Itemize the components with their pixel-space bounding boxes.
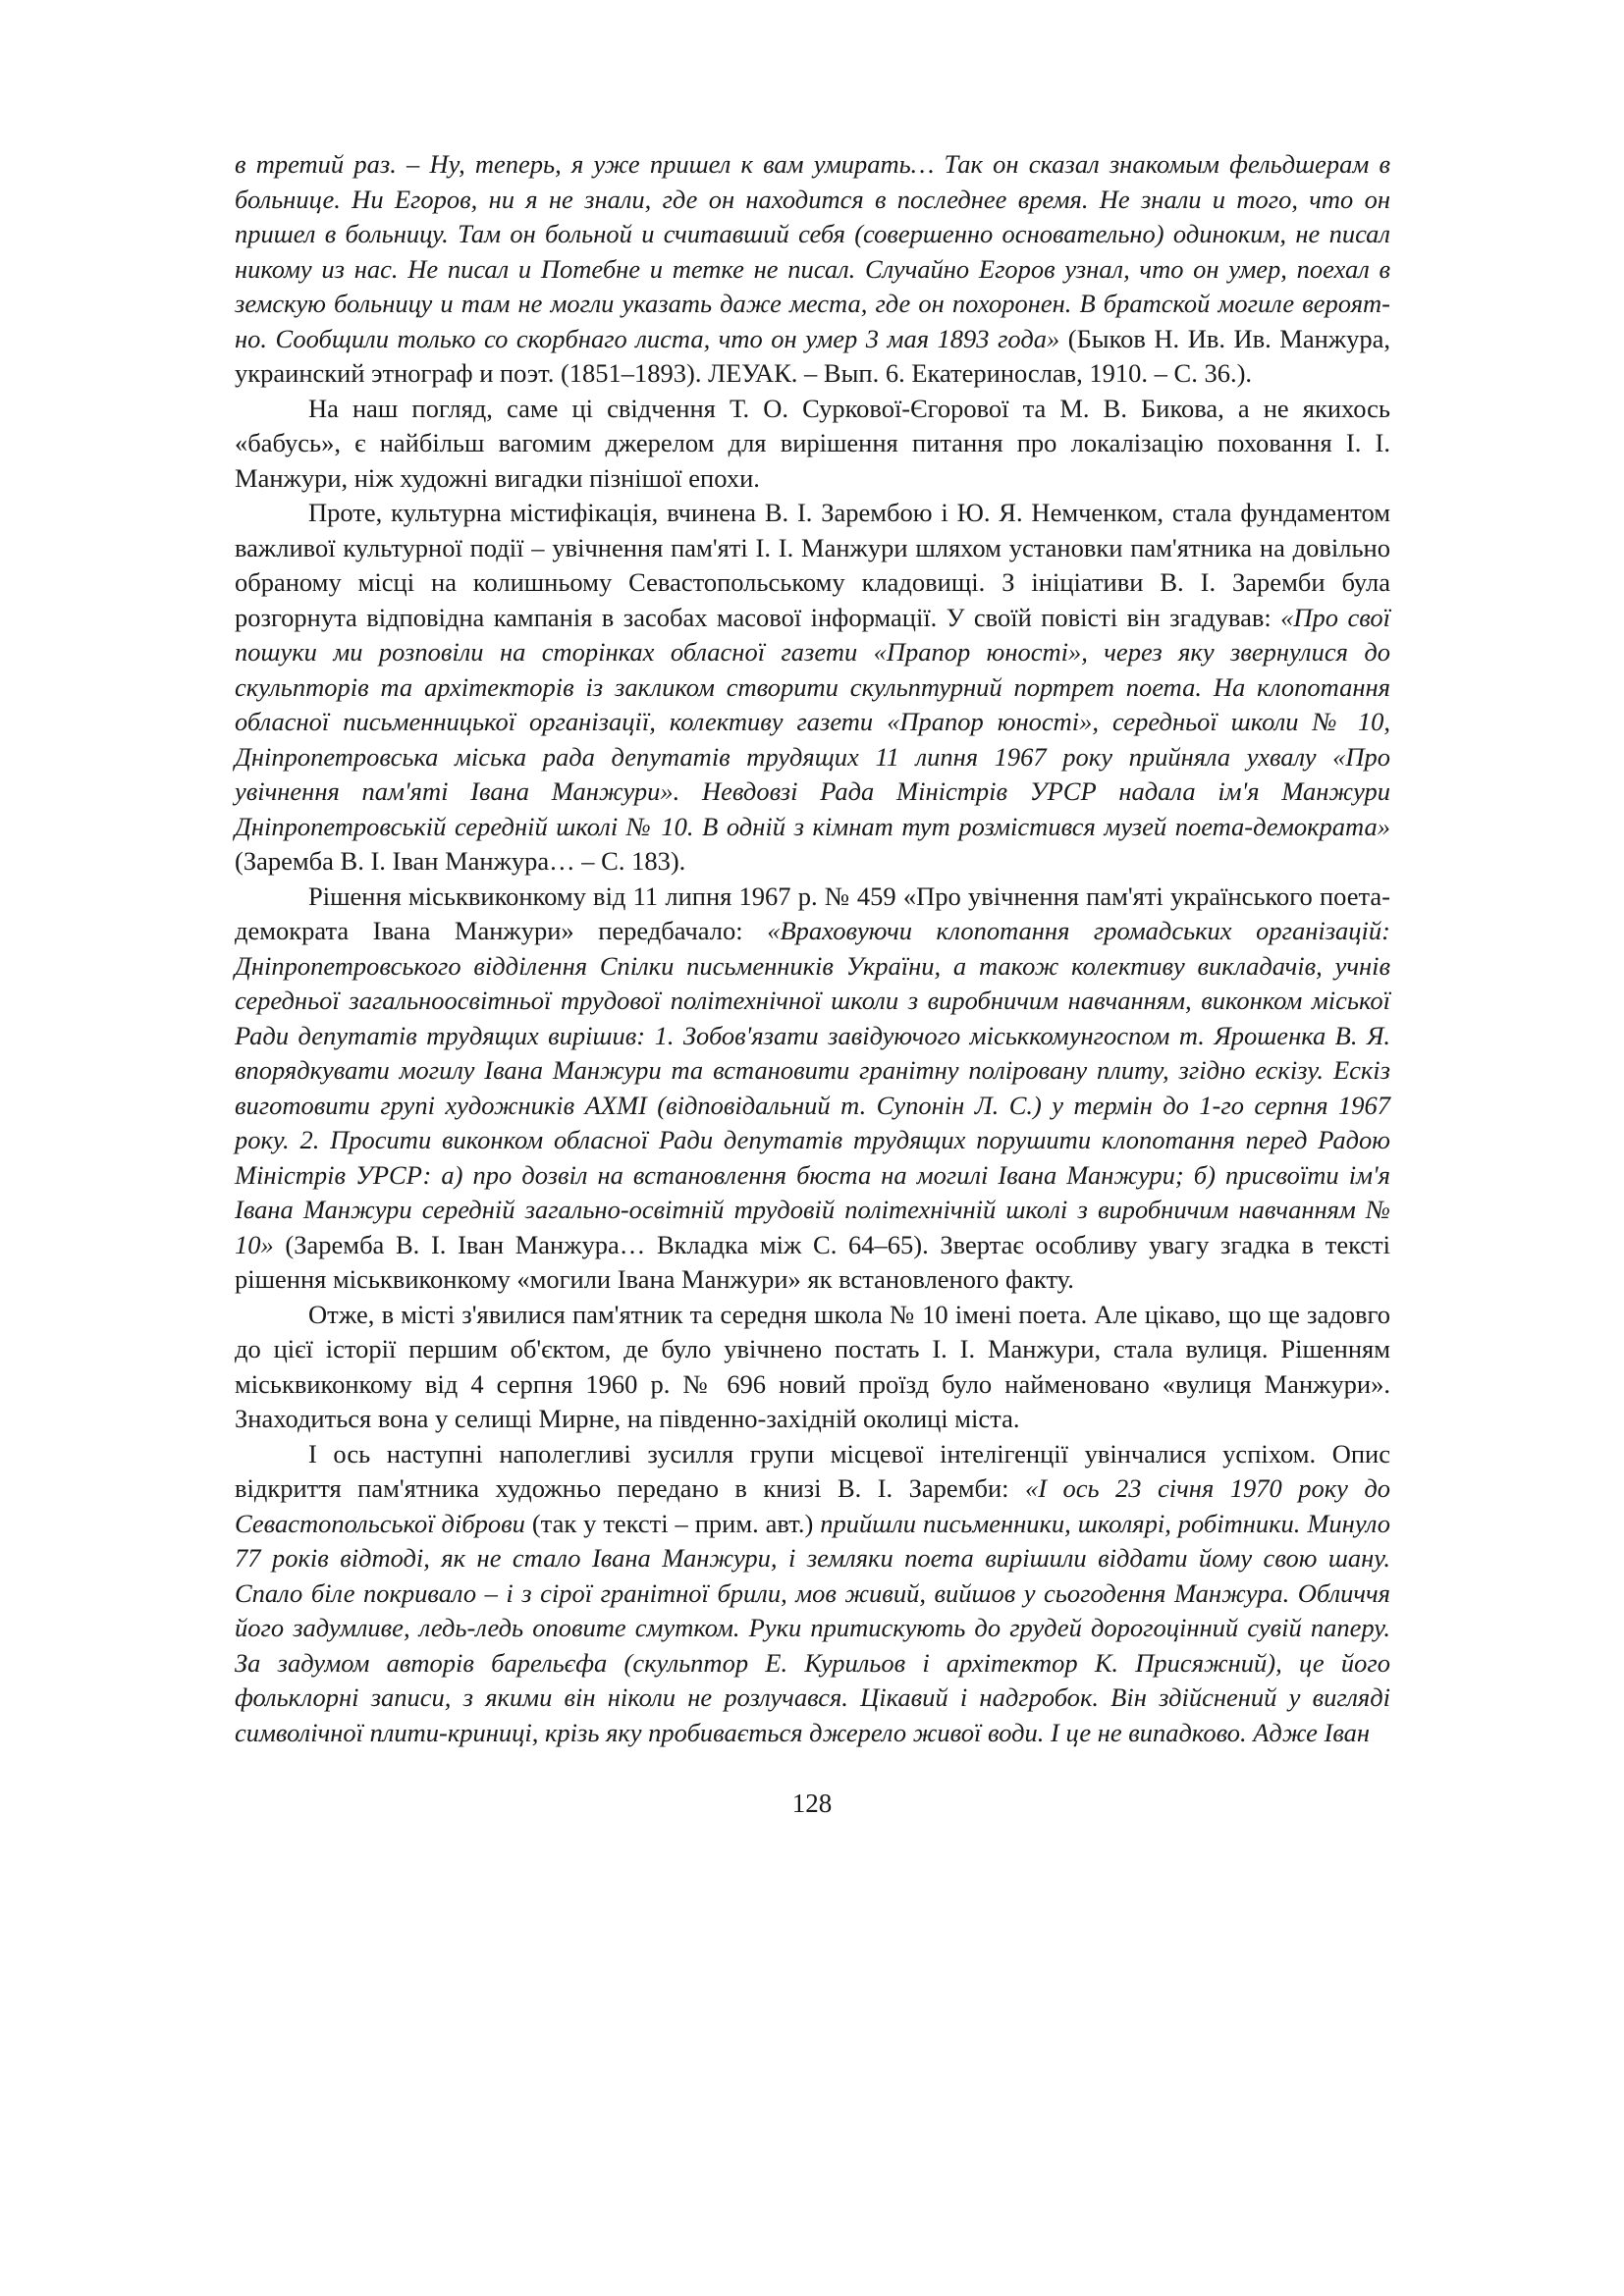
italic-quote-text: «І ось 23 січня 1970 року до Севастопольської діброви: [235, 1473, 1390, 1538]
paragraph-text: Проте, культурна містифікація, вчинена В. І. Зарембою і Ю. Я. Немченком, стала фундаментом важливої культурної події – увічнення пам'яті І. І. Манжури шляхом установки пам'ятника на довільно обраному місці на колишньому Севастопольському кладовищі. З ініціативи В. І. Заремби була розгорнута відповідна кампанія в засобах масової інформації. У своїй повісті він згадував:: [235, 498, 1390, 632]
paragraph: [235, 147, 1390, 392]
page-number: 128: [791, 1789, 833, 1818]
paragraph-text: І ось наступні наполегливі зусилля групи місцевої інтелігенції увінчалися успіхом. Опис відкриття пам'ятника художньо передано в книзі В. І. Заремби:: [235, 1438, 1390, 1503]
italic-quote-text: в третий раз. – Ну, теперь, я уже пришел к вам умирать… Так он сказал знакомым фельдшерам в больнице. Ни Егоров, ни я не знали, где он находится в последнее время. Не знали и того, что он пришел в больницу. Там он больной и считавший себя (совершенно основательно) одиноким, не писал никому из нас. Не писал и Потебне и тетке не писал. Случайно Егоров узнал, что он умер, поехал в земскую больницу и там не могли указать даже места, где он похоронен. В братской могиле вероятно. Сообщили только со скорбнаго листа, что он умер 3 мая 1893 года»: [235, 149, 1390, 353]
paragraph-text: (Быков Н. Ив. Ив. Манжура, украинский этнограф и поэт. (1851–1893). ЛЕУАК. – Вып. 6. Екатеринослав, 1910. – С. 36.).: [235, 323, 1391, 388]
italic-quote-text: прийшли письменники, школярі, робітники. Минуло 77 років відтоді, як не стало Івана Манжури, і земляки поета вирішили віддати йому свою шану. Спало біле покривало – і з сірої гранітної брили, мов живий, вийшов у сьогодення Манжура. Обличчя його задумливе, ледь-ледь оповите смутком. Руки притискують до грудей дорогоцінний сувій паперу. За задумом авторів барельєфа (скульптор Е. Курильов і архітектор К. Присяжний), це його фольклорні записи, з якими він ніколи не розлучався. Цікавий і надгробок. Він здійснений у вигляді символічної плити-криниці, крізь яку пробивається джерело живої води. І це не випадково. Адже Іван: [235, 1508, 1390, 1747]
body-text: [235, 147, 1390, 1750]
paragraph-text: (так у тексті – прим. авт.): [524, 1508, 821, 1538]
paragraph-text: (Заремба В. І. Іван Манжура… Вкладка між С. 64–65). Звертає особливу увагу згадка в тексті рішення міськвиконкому «могили Івана Манжури» як встановленого факту.: [235, 1229, 1390, 1294]
paragraph: [235, 1298, 1390, 1437]
paragraph: [235, 392, 1390, 497]
paragraph: [235, 1437, 1390, 1751]
paragraph: [235, 880, 1390, 1298]
paragraph-text: Рішення міськвиконкому від 11 липня 1967 р. № 459 «Про увічнення пам'яті українського поета-демократа Івана Манжури» передбачало:: [235, 881, 1390, 945]
paragraph-text: Отже, в місті з'явилися пам'ятник та середня школа № 10 імені поета. Але цікаво, що ще задовго до цієї історії першим об'єктом, де було увічнено постать І. І. Манжури, стала вулиця. Рішенням міськвиконкому від 4 серпня 1960 р. № 696 новий проїзд було найменовано «вулиця Манжури». Знаходиться вона у селищі Мирне, на південно-західній околиці міста.: [235, 1299, 1390, 1433]
italic-quote-text: «Враховуючи клопотання громадських організацій: Дніпропетровського відділення Спілки письменників України, а також колективу викладачів, учнів середньої загальноосвітньої трудової політехнічної школи з виробничим навчанням, виконком міської Ради депутатів трудящих вирішив: 1. Зобов'язати завідуючого міськкомунгоспом т. Ярошенка В. Я. впорядкувати могилу Івана Манжури та встановити гранітну поліровану плиту, згідно ескізу. Ескіз виготовити групі художників АХМІ (відповідальний т. Супонін Л. С.) у термін до 1-го серпня 1967 року. 2. Просити виконком обласної Ради депутатів трудящих порушити клопотання перед Радою Міністрів УРСР: а) про дозвіл на встановлення бюста на могилі Івана Манжури; б) присвоїти ім'я Івана Манжури середній загально-освітній трудовій політехнічній школі з виробничим навчанням № 10»: [235, 916, 1390, 1259]
italic-quote-text: «Про свої пошуки ми розповіли на сторінках обласної газети «Прапор юності», через яку звернулися до скульпторів та архітекторів із закликом створити скульптурний портрет поета. На клопотання обласної письменницької організації, колективу газети «Прапор юності», середньої школи № 10, Дніпропетровська міська рада депутатів трудящих 11 липня 1967 року прийняла ухвалу «Про увічнення пам'яті Івана Манжури». Невдовзі Рада Міністрів УРСР надала ім'я Манжури Дніпропетровській середній школі № 10. В одній з кімнат тут розмістився музей поета-демократа»: [235, 602, 1390, 841]
paragraph: [235, 496, 1390, 880]
paragraph-text: (Заремба В. І. Іван Манжура… – С. 183).: [235, 846, 686, 876]
paragraph-text: На наш погляд, саме ці свідчення Т. О. Суркової-Єгорової та М. В. Бикова, а не якихось «бабусь», є найбільш вагомим джерелом для вирішення питання про локалізацію поховання І. І. Манжури, ніж художні вигадки пізнішої епохи.: [235, 393, 1390, 493]
